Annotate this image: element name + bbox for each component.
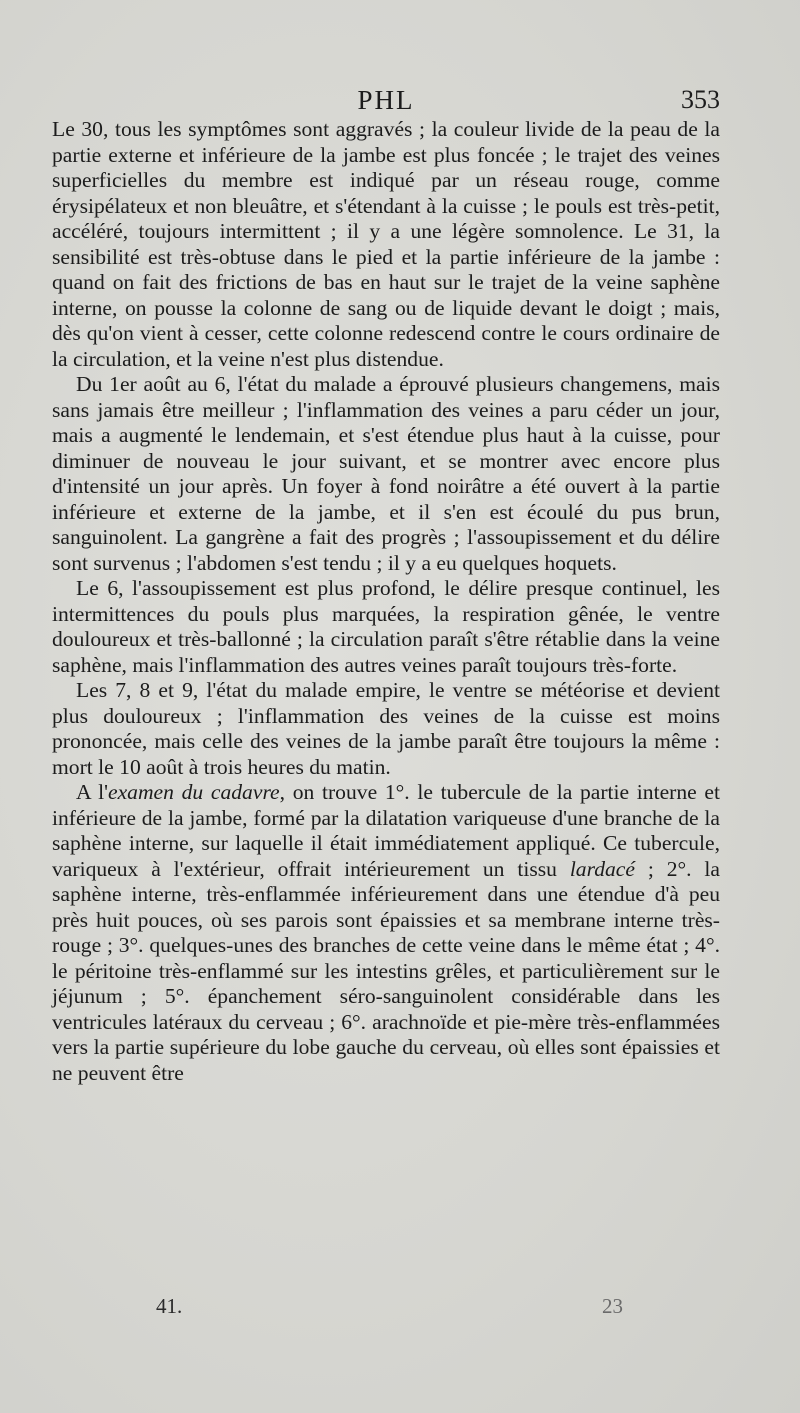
gathering-number: 23 [602, 1294, 623, 1318]
emphasis-text: examen du cadavre [107, 780, 280, 804]
paragraph-text: ; 2°. la saphène interne, très-enflammée inférieurement dans une étendue d'à peu près huit pouces, où ses parois sont épaissies et sa membrane interne très-rouge ; 3°. quelques-unes des branches de cette veine dans le même état ; 4°. le péritoine très-enflammé sur les intestins grêles, et particulièrement sur le jéjunum ; 5°. épanchement séro-sanguinolent considérable dans les ventricules latéraux du cerveau ; 6°. arachnoïde et pie-mère très-enflammées vers la partie supérieure du lobe gauche du cerveau, où elles sont épaissies et ne peuvent être [52, 856, 720, 1085]
paragraph: Les 7, 8 et 9, l'état du malade empire, le ventre se météorise et devient plus douloureux ; l'inflammation des veines de la cuisse est moins prononcée, mais celle des veines de la jambe paraît être toujours la même : mort le 10 août à trois heures du matin. [52, 678, 720, 779]
paragraph-text: , on trouve 1°. le tubercule de la partie interne et inférieure de la jambe, formé par la dilatation variqueuse d'une branche de la saphène interne, sur laquelle il était immédiatement appliqué. Ce tubercule, variqueux à l'extérieur, offrait intérieurement un tissu [52, 780, 721, 881]
running-head: PHL [357, 85, 415, 115]
page-header [52, 84, 720, 116]
emphasis-text: lardacé [569, 856, 635, 881]
paragraph: Le 6, l'assoupissement est plus profond, le délire presque continuel, les intermittences du pouls plus marquées, la respiration gênée, le ventre douloureux et très-ballonné ; la circulation paraît s'être rétablie dans la veine saphène, mais l'inflammation des autres veines paraît toujours très-forte. [52, 576, 720, 677]
paragraph: Du 1er août au 6, l'état du malade a éprouvé plusieurs changemens, mais sans jamais être meilleur ; l'inflammation des veines a paru céder un jour, mais a augmenté le lendemain, et s'est étendue plus haut à la cuisse, pour diminuer de nouveau le jour suivant, et se montrer avec encore plus d'intensité un jour après. Un foyer à fond noirâtre a été ouvert à la partie inférieure et externe de la jambe, et il s'en est écoulé du pus brun, sanguinolent. La gangrène a fait des progrès ; l'assoupissement et du délire sont survenus ; l'abdomen s'est tendu ; il y a eu quelques hoquets. [52, 372, 720, 575]
paragraph: Le 30, tous les symptômes sont aggravés ; la couleur livide de la peau de la partie externe et inférieure de la jambe est plus foncée ; le trajet des veines superficielles du membre est indiqué par un réseau rouge, comme érysipélateux et non bleuâtre, et s'étendant à la cuisse ; le pouls est très-petit, accéléré, toujours intermittent ; il y a une légère somnolence. Le 31, la sensibilité est très-obtuse dans le pied et la partie inférieure de la jambe : quand on fait des frictions de bas en haut sur le trajet de la veine saphène interne, on pousse la colonne de sang ou de liquide devant le doigt ; mais, dès qu'on vient à cesser, cette colonne redescend contre le cours ordinaire de la circulation, et la veine n'est plus distendue. [52, 117, 720, 371]
signature-mark: 41. [156, 1294, 183, 1318]
paragraph-lead: A l' [76, 780, 108, 804]
page-number: 353 [681, 85, 720, 114]
paragraph-autopsy [52, 780, 720, 1086]
page-body [52, 117, 720, 1086]
page-footer [52, 1292, 720, 1320]
